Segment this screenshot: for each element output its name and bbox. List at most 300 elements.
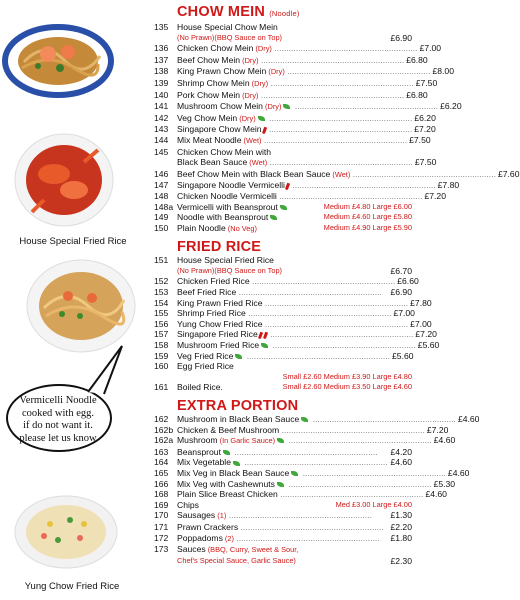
item-price: £7.00 [393, 308, 415, 319]
plate-chow-mein-photo [4, 26, 112, 96]
item-number: 162a [154, 435, 174, 446]
item-tag: (No Veg) [225, 223, 257, 233]
vegetarian-leaf-icon [223, 450, 230, 455]
item-tag: (Dry) [262, 102, 282, 112]
item-size-prices: Medium £4.80 Large £6.00 [323, 201, 412, 211]
item-price: £6.20 [440, 101, 462, 112]
caption-house-special-fried-rice: House Special Fried Rice [19, 236, 127, 247]
item-name-text: Plain Noodle [177, 222, 226, 233]
item-name-text: Mix Meat Noodle [177, 134, 242, 145]
item-name [177, 468, 446, 479]
dot-leader: ............................................................ [258, 89, 405, 100]
item-price: £4.60 [433, 435, 456, 446]
item-name-text: Veg Chow Mein [177, 112, 238, 123]
item-name-text: Mushroom Fried Rice [177, 340, 260, 351]
item-price: £5.30 [433, 478, 456, 489]
dot-leader: ............................................................ [277, 489, 424, 500]
section-title-extra-portion [177, 398, 412, 414]
item-name-text: Egg Fried Rice [177, 361, 234, 372]
item-number: 140 [154, 89, 169, 100]
item-number: 169 [154, 499, 169, 510]
item-price: £8.00 [432, 66, 454, 77]
item-price: £7.80 [437, 180, 460, 191]
item-number: 144 [154, 134, 169, 145]
vegetarian-leaf-icon [280, 205, 287, 210]
item-number: 153 [154, 287, 169, 298]
item-name [177, 457, 388, 468]
item-name [177, 435, 432, 447]
menu-item-row [154, 500, 412, 511]
dot-leader: ............................................................ [285, 478, 432, 489]
item-price: £6.60 [397, 276, 419, 287]
item-name-text: King Prawn Fried Rice [177, 297, 263, 308]
item-price: £2.30 [390, 555, 412, 566]
item-number: 154 [154, 297, 169, 308]
dot-leader: ............................................................ [270, 340, 416, 351]
item-price: £4.60 [390, 457, 412, 468]
item-number: 148a [154, 201, 174, 212]
bubble-line-1: Vermicelli Noodle [19, 395, 97, 406]
item-name [177, 223, 322, 235]
item-name-text: Shrimp Fried Rice [177, 308, 246, 319]
item-number: 161 [154, 382, 169, 393]
item-price: £4.20 [390, 446, 412, 457]
item-price: £4.60 [425, 489, 447, 500]
item-name [177, 340, 416, 351]
item-number: 137 [154, 54, 169, 65]
item-name [177, 276, 395, 287]
item-name [177, 90, 404, 102]
item-number: 149 [154, 212, 169, 223]
item-name [177, 180, 436, 191]
menu-item-row [154, 478, 456, 490]
item-name-text: Poppadoms [177, 532, 223, 543]
menu-item-row [154, 66, 454, 78]
dot-leader: ............................................................ [300, 467, 446, 478]
item-name-text: Plain Slice Breast Chicken [177, 489, 278, 500]
item-tag: (In Garlic Sauce) [217, 436, 276, 446]
item-name [177, 287, 388, 298]
item-name [177, 22, 412, 33]
menu-item-row [154, 124, 436, 135]
item-tag: (Dry) [237, 113, 256, 123]
item-number: 150 [154, 222, 169, 233]
item-name-text: Chips [177, 499, 199, 510]
vegetarian-leaf-icon [270, 215, 277, 220]
menu-item-row [154, 147, 412, 158]
item-name-text: Singapore Noodle Vermicelli [177, 180, 285, 191]
item-tag: (Wet) [241, 135, 262, 145]
dot-leader: ............................................................ [266, 124, 413, 135]
menu-item-row [154, 168, 520, 181]
item-number: 165 [154, 467, 169, 478]
dot-leader: ............................................................ [268, 77, 414, 88]
vegetarian-leaf-icon [277, 438, 284, 443]
menu-item-row [154, 22, 412, 33]
item-name-text: Sausages [177, 510, 216, 521]
menu-item-row [154, 112, 436, 125]
item-number: 148 [154, 190, 169, 201]
vegetarian-leaf-icon [277, 482, 284, 487]
item-name-text: House Special Chow Mein [177, 22, 278, 32]
item-name-text: Pork Chow Mein [177, 89, 241, 100]
dot-leader: ............................................................ [310, 414, 456, 424]
vegetarian-leaf-icon [291, 471, 298, 476]
item-name [177, 212, 322, 223]
item-price: £7.20 [415, 329, 437, 340]
section-title-chow-mein [177, 4, 412, 22]
dot-leader: ............................................................ [284, 66, 431, 77]
item-name-text: Chicken Chow Mein [177, 43, 254, 54]
item-number: 151 [154, 255, 169, 266]
item-name [177, 308, 391, 319]
item-name [177, 191, 422, 202]
item-name [177, 447, 388, 458]
dot-leader: ............................................................ [286, 435, 432, 446]
fried-rice-list [154, 255, 440, 393]
menu-item-row [154, 190, 446, 202]
item-name [177, 372, 281, 383]
dot-leader: ............................................................ [244, 350, 391, 361]
dot-leader: ............................................................ [231, 446, 378, 457]
menu-item-row [154, 266, 412, 277]
menu-item-row [154, 287, 412, 298]
item-number [154, 157, 177, 169]
item-name-text: Veg Fried Rice [177, 350, 234, 361]
menu-item-row [154, 361, 412, 372]
vegetarian-leaf-icon [235, 354, 242, 359]
dot-leader: ............................................................ [238, 521, 384, 532]
menu-item-row [154, 255, 412, 266]
dot-leader: ............................................................ [226, 510, 372, 521]
menu-item-row [154, 276, 419, 287]
item-number: 166 [154, 478, 169, 489]
chow-mein-list [154, 22, 520, 234]
item-price: £7.50 [414, 157, 437, 168]
speech-bubble-tail-icon [84, 344, 128, 396]
item-name [177, 361, 412, 372]
caption-yung-chow-fried-rice: Yung Chow Fried Rice [24, 581, 120, 592]
item-number: 146 [154, 168, 169, 179]
item-tag: (2) [222, 533, 234, 543]
item-number: 145 [154, 146, 169, 157]
item-number [154, 556, 177, 567]
item-name [177, 255, 412, 266]
item-tag: (Dry) [253, 44, 272, 54]
menu-item-row [154, 510, 412, 522]
dot-leader: ............................................................ [271, 43, 418, 54]
dot-leader: ............................................................ [262, 318, 409, 329]
item-number: 171 [154, 521, 169, 532]
item-price: £6.90 [390, 32, 412, 43]
menu-item-row [154, 522, 412, 533]
menu-item-row [154, 329, 437, 340]
menu-item-row [154, 308, 415, 319]
item-name-text: House Special Fried Rice [177, 255, 274, 266]
item-price: £4.60 [457, 414, 480, 424]
item-price: £6.80 [406, 89, 428, 100]
menu-item-row [154, 89, 428, 102]
item-name-text: Beef Chow Mein [177, 54, 241, 65]
dot-leader: ............................................................ [245, 308, 392, 319]
menu-item-row [154, 556, 412, 567]
item-name [177, 382, 281, 393]
dot-leader: ............................................................ [289, 180, 436, 191]
item-price: £7.60 [497, 168, 520, 179]
item-name-text: Beef Chow Mein with Black Bean Sauce [177, 168, 331, 179]
item-name-text: Chicken Chow Mein with [177, 146, 272, 157]
menu-item-row [154, 447, 412, 458]
item-number: 138 [154, 66, 169, 77]
item-name [177, 489, 423, 500]
dot-leader: ............................................................ [233, 532, 380, 543]
menu-item-row [154, 414, 480, 425]
vegetarian-leaf-icon [301, 417, 308, 422]
menu-item-row [154, 382, 412, 393]
item-number: 141 [154, 101, 169, 112]
item-name [177, 510, 388, 522]
item-number: 135 [154, 22, 169, 32]
item-name [177, 425, 425, 436]
item-price: £2.20 [390, 521, 412, 532]
plate-yung-chow-rice-photo [14, 494, 118, 570]
item-tag: (1) [215, 511, 227, 521]
item-name [177, 66, 430, 78]
item-name-text: Mushroom [177, 435, 218, 446]
item-name [177, 298, 408, 309]
item-tag: (Dry) [240, 90, 259, 100]
item-name-text: Mix Veg with Cashewnuts [177, 478, 275, 489]
menu-item-row [154, 101, 462, 113]
vegetarian-leaf-icon [233, 461, 240, 466]
dot-leader: ............................................................ [292, 101, 439, 112]
item-name-text: Mix Vegetable [177, 457, 231, 468]
menu-item-row [154, 54, 428, 67]
item-note: (No Prawn)(BBQ Sauce on Top) [177, 32, 283, 42]
item-name [177, 124, 412, 135]
item-name [177, 147, 412, 158]
item-name-text: Boiled Rice. [177, 382, 223, 393]
vegetarian-leaf-icon [261, 343, 268, 348]
item-name-text: Black Bean Sauce [177, 157, 248, 168]
item-number: 142 [154, 112, 169, 123]
plate-noodle-photo [26, 258, 136, 354]
item-price: £7.20 [426, 424, 449, 435]
menu-item-row [154, 351, 412, 362]
item-price: £7.00 [410, 318, 432, 329]
item-price: £7.00 [419, 43, 442, 54]
section-title-text: FRIED RICE [177, 239, 262, 256]
item-name-text: Shrimp Chow Mein [177, 77, 250, 88]
item-name-text: Noodle with Beansprout [177, 212, 269, 223]
menu-item-row [154, 134, 431, 147]
menu-item-row [154, 318, 432, 330]
chili-icon [258, 331, 263, 339]
menu-item-row [154, 157, 437, 169]
menu-item-row [154, 489, 447, 500]
item-number: 147 [154, 180, 169, 191]
item-number: 168 [154, 489, 169, 500]
item-name [177, 414, 456, 425]
menu-item-row [154, 340, 440, 351]
item-number: 162 [154, 414, 169, 424]
menu-item-row [154, 467, 470, 479]
section-note: (Noodle) [269, 9, 300, 18]
item-name [177, 135, 407, 147]
item-name-text: Vermicelli with Beansprout [177, 201, 278, 212]
section-title-fried-rice [177, 239, 412, 255]
item-price: £6.90 [390, 287, 412, 298]
item-price: £5.60 [417, 340, 440, 351]
menu-item-row [154, 212, 412, 223]
item-tag: (Dry) [249, 78, 269, 88]
vegetarian-leaf-icon [258, 116, 265, 121]
dot-leader: ............................................................ [267, 157, 413, 168]
item-name [177, 169, 496, 181]
menu-item-row [154, 544, 412, 556]
item-name [177, 113, 412, 125]
item-name-text: Singapore Chow Mein [177, 124, 262, 135]
item-number: 139 [154, 77, 169, 88]
dot-leader: ............................................................ [236, 287, 382, 298]
plate-fried-rice-photo [14, 130, 114, 228]
dot-leader: ............................................................ [262, 297, 409, 308]
item-name-text: King Prawn Chow Mein [177, 66, 267, 77]
item-price: £7.50 [409, 134, 431, 145]
item-number: 157 [154, 329, 169, 340]
item-name-text: Beef Fried Rice [177, 287, 237, 298]
item-tag: (Wet) [247, 158, 268, 168]
menu-column [154, 4, 520, 566]
item-name [177, 319, 408, 330]
item-size-prices: Small £2.60 Medium £3.90 Large £4.80 [282, 371, 412, 381]
extra-portion-list [154, 414, 480, 566]
item-size-prices: Medium £4.90 Large £5.90 [323, 222, 412, 232]
dot-leader: ............................................................ [249, 276, 396, 287]
menu-item-row [154, 33, 412, 44]
item-name [177, 522, 388, 533]
item-price: £5.60 [392, 350, 414, 361]
item-note: (No Prawn)(BBQ Sauce on Top) [177, 265, 283, 275]
item-size-prices: Medium £4.60 Large £5.80 [323, 212, 412, 222]
speech-bubble-text [12, 395, 104, 445]
item-name-text: Prawn Crackers [177, 521, 239, 532]
item-name [177, 500, 334, 511]
section-title-text: EXTRA PORTION [177, 398, 299, 414]
item-number: 160 [154, 361, 169, 372]
item-name [177, 544, 412, 556]
item-name-text: Yung Chow Fried Rice [177, 318, 263, 329]
item-price: £1.80 [390, 532, 412, 543]
item-name-text: Mushroom in Black Bean Sauce [177, 414, 300, 424]
item-number [154, 372, 177, 383]
item-name-text: Mushroom Chow Mein [177, 101, 263, 112]
dot-leader: ............................................................ [350, 168, 496, 179]
item-tag: (BBQ, Curry, Sweet & Sour, [205, 545, 299, 555]
item-number: 164 [154, 457, 169, 468]
menu-item-row [154, 43, 442, 55]
item-number: 162b [154, 424, 174, 435]
item-name [177, 479, 432, 490]
item-name [177, 533, 388, 545]
section-title-text: CHOW MEIN [177, 4, 265, 20]
item-price: £7.80 [410, 297, 432, 308]
item-number: 143 [154, 124, 169, 135]
item-price: £7.50 [415, 77, 438, 88]
item-number: 158 [154, 340, 169, 351]
item-size-prices: Med £3.00 Large £4.00 [335, 499, 412, 509]
item-price: £6.80 [406, 54, 428, 65]
menu-item-row [154, 223, 412, 235]
item-name [177, 43, 418, 55]
item-price: £7.20 [424, 190, 446, 201]
menu-item-row [154, 372, 412, 383]
dot-leader: ............................................................ [241, 457, 388, 468]
menu-item-row [154, 533, 412, 545]
item-name-text: Singapore Fried Rice [177, 329, 258, 340]
item-number: 170 [154, 510, 169, 521]
item-number: 155 [154, 308, 169, 319]
item-number [154, 266, 177, 277]
dot-leader: ............................................................ [258, 54, 405, 65]
item-price: £7.20 [414, 124, 436, 135]
item-number: 173 [154, 544, 169, 555]
item-name-text: Chicken Fried Rice [177, 276, 250, 287]
dot-leader: ............................................................ [267, 329, 414, 340]
item-name [177, 78, 414, 90]
bubble-line-4: please let us know [19, 432, 97, 444]
item-price: £4.60 [447, 467, 470, 478]
item-name [177, 202, 322, 213]
item-name-text: Mix Veg in Black Bean Sauce [177, 467, 290, 478]
item-name [177, 55, 404, 67]
item-tag: (Wet) [330, 169, 351, 179]
dot-leader: ............................................................ [276, 190, 423, 201]
item-name-text: Sauces [177, 544, 206, 555]
item-name [177, 157, 413, 169]
item-price: £1.30 [390, 510, 412, 521]
item-number: 159 [154, 350, 169, 361]
item-price: £6.20 [414, 112, 436, 123]
bubble-line-2: cooked with egg. [21, 407, 95, 419]
item-note: Chef's Special Sauce, Garlic Sauce) [177, 555, 296, 565]
menu-item-row [154, 435, 456, 447]
menu-item-row [154, 180, 460, 191]
item-price: £6.70 [390, 265, 412, 276]
item-name [177, 329, 413, 340]
item-size-prices: Small £2.60 Medium £3.50 Large £4.60 [282, 382, 412, 392]
dot-leader: ............................................................ [261, 134, 408, 145]
item-number [154, 33, 177, 44]
item-name-text: Chicken Noodle Vermicelli [177, 190, 277, 201]
item-tag: (Dry) [266, 67, 285, 77]
item-name [177, 351, 390, 362]
item-name-text: Beansprout [177, 446, 221, 457]
item-number: 152 [154, 276, 169, 287]
item-number: 172 [154, 532, 169, 543]
item-name [177, 101, 438, 113]
menu-item-row [154, 424, 449, 436]
item-number: 136 [154, 43, 169, 54]
menu-item-row [154, 457, 412, 468]
menu-item-row [154, 202, 412, 213]
menu-item-row [154, 77, 438, 90]
item-number: 163 [154, 446, 169, 457]
menu-item-row [154, 297, 432, 309]
dot-leader: ............................................................ [266, 112, 413, 123]
bubble-line-3: if do not want it. [23, 420, 93, 431]
item-tag: (Dry) [240, 55, 259, 65]
